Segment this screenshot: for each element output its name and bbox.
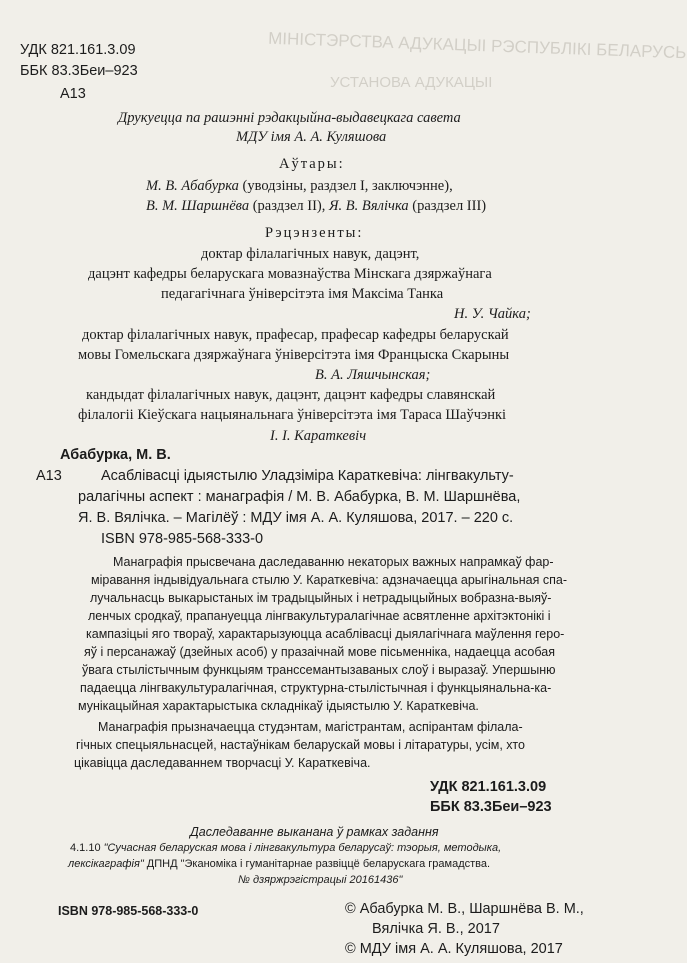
research-note-line-2: 4.1.10 "Сучасная беларуская мова і лінгвакультура беларусаў: тэорыя, методыка, bbox=[70, 842, 502, 854]
reviewer-1-line-3: педагагічнага ўніверсітэта імя Максіма Танка bbox=[161, 286, 444, 302]
approval-line-2: МДУ імя А. А. Куляшова bbox=[236, 129, 387, 145]
reviewer-1-line-1: доктар філалагічных навук, дацэнт, bbox=[201, 246, 420, 262]
purpose-line: Манаграфія прызначаецца студэнтам, магістрантам, аспірантам філала- bbox=[98, 720, 523, 734]
reviewer-2-line-1: доктар філалагічных навук, прафесар, прафесар кафедры беларускай bbox=[82, 327, 509, 343]
reviewer-1-name: Н. У. Чайка; bbox=[454, 306, 531, 322]
purpose-line: цікавіцца даследаваннем творчасці У. Караткевіча. bbox=[74, 756, 371, 770]
record-line-2: ралагічны аспект : манаграфія / М. В. Абабурка, В. М. Шаршнёва, bbox=[78, 489, 521, 505]
author-name: М. В. Абабурка bbox=[146, 178, 239, 194]
reviewer-3-line-1: кандыдат філалагічных навук, дацэнт, дацэнт кафедры славянскай bbox=[86, 387, 496, 403]
authors-line-2: В. М. Шаршнёва (раздзел II), Я. В. Вялічка (раздзел III) bbox=[146, 198, 487, 214]
copyright-authors-line-2: Вялічка Я. В., 2017 bbox=[372, 921, 500, 937]
bbk-code: ББК 83.3Беи–923 bbox=[20, 63, 138, 79]
record-line-3: Я. В. Вялічка. – Магілёў : МДУ імя А. А. Куляшова, 2017. – 220 с. bbox=[78, 510, 514, 526]
copyright-publisher: © МДУ імя А. А. Куляшова, 2017 bbox=[345, 941, 563, 957]
reviewer-1-line-2: дацэнт кафедры беларускага мовазнаўства Мінскага дзяржаўнага bbox=[88, 266, 492, 282]
annotation-line: Манаграфія прысвечана даследаванню некаторых важных напрамкаў фар- bbox=[113, 555, 554, 569]
annotation-line: лучальнасць выкарыстаных ім традыцыйных і нетрадыцыйных вобразна-выяў- bbox=[90, 591, 552, 605]
footer-bbk-code: ББК 83.3Беи–923 bbox=[430, 799, 552, 815]
reviewer-3-name: І. І. Караткевіч bbox=[270, 428, 367, 444]
reviewer-2-line-2: мовы Гомельскага дзяржаўнага ўніверсітэта імя Францыска Скарыны bbox=[78, 347, 510, 363]
author-sign-code: А13 bbox=[60, 86, 86, 102]
annotation-line: міравання індывідуальнага стылю У. Караткевіча: адзначаецца арыгінальная спа- bbox=[91, 573, 568, 587]
reviewers-heading: Рэцэнзенты: bbox=[265, 225, 364, 241]
bleed-through-text: УСТАНОВА АДУКАЦЫІ bbox=[330, 74, 493, 91]
authors-heading: Аўтары: bbox=[279, 156, 345, 172]
copyright-authors-line-1: © Абабурка М. В., Шаршнёва В. М., bbox=[345, 901, 584, 917]
authors-line-1: М. В. Абабурка (уводзіны, раздзел I, заключэнне), bbox=[146, 178, 453, 194]
copyright-isbn: ISBN 978-985-568-333-0 bbox=[58, 904, 199, 918]
record-main-author: Абабурка, М. В. bbox=[60, 447, 171, 463]
author-name: В. М. Шаршнёва bbox=[146, 198, 250, 214]
annotation-line: яў і персанажаў (дзейных асоб) у празаічнай мове пісьменніка, надаецца асобая bbox=[84, 645, 555, 659]
annotation-line: ленчых сродкаў, прапануецца лінгвакультуралагічнае асвятленне архітэктонікі і bbox=[88, 609, 551, 623]
udk-code: УДК 821.161.3.09 bbox=[20, 42, 136, 58]
footer-udk-code: УДК 821.161.3.09 bbox=[430, 779, 547, 795]
annotation-line: ўвага стылістычным функцыям транссемантызаваных слоў і выразаў. Упершыню bbox=[82, 663, 556, 677]
record-line-1: Асаблівасці ідыястылю Уладзіміра Караткевіча: лінгвакульту- bbox=[101, 468, 514, 484]
record-code: А13 bbox=[36, 468, 62, 484]
annotation-line: мунікацыйная характарыстыка складнікаў ідыястылю У. Караткевіча. bbox=[78, 699, 479, 713]
reviewer-3-line-2: філалогіі Кіеўскага нацыянальнага ўніверсітэта імя Тараса Шаўчэнкі bbox=[78, 407, 507, 423]
annotation-line: падаецца лінгвакультуралагічная, структурна-стылістычная і функцыянальна-ка- bbox=[80, 681, 552, 695]
research-note-line-1: Даследаванне выканана ў рамках задання bbox=[190, 825, 439, 839]
bleed-through-text: МІНІСТЭРСТВА АДУКАЦЫІ РЭСПУБЛІКІ БЕЛАРУСЬ bbox=[267, 28, 687, 63]
author-name: Я. В. Вялічка bbox=[329, 198, 409, 214]
research-note-line-3: лексікаграфія" ДПНД "Эканоміка і гуманітарнае развіццё беларускага грамадства. bbox=[68, 858, 491, 870]
approval-line-1: Друкуецца па рашэнні рэдакцыйна-выдавецкага савета bbox=[118, 110, 461, 126]
purpose-line: гічных спецыяльнасцей, настаўнікам беларускай мовы і літаратуры, усім, хто bbox=[76, 738, 525, 752]
record-isbn: ISBN 978-985-568-333-0 bbox=[101, 531, 264, 547]
annotation-line: кампазіцыі яго твораў, характарызуюцца асаблівасці дыялагічнага маўлення геро- bbox=[86, 627, 565, 641]
research-note-line-4: № дзяржрэгістрацыі 20161436" bbox=[238, 874, 403, 886]
reviewer-2-name: В. А. Ляшчынская; bbox=[315, 367, 431, 383]
